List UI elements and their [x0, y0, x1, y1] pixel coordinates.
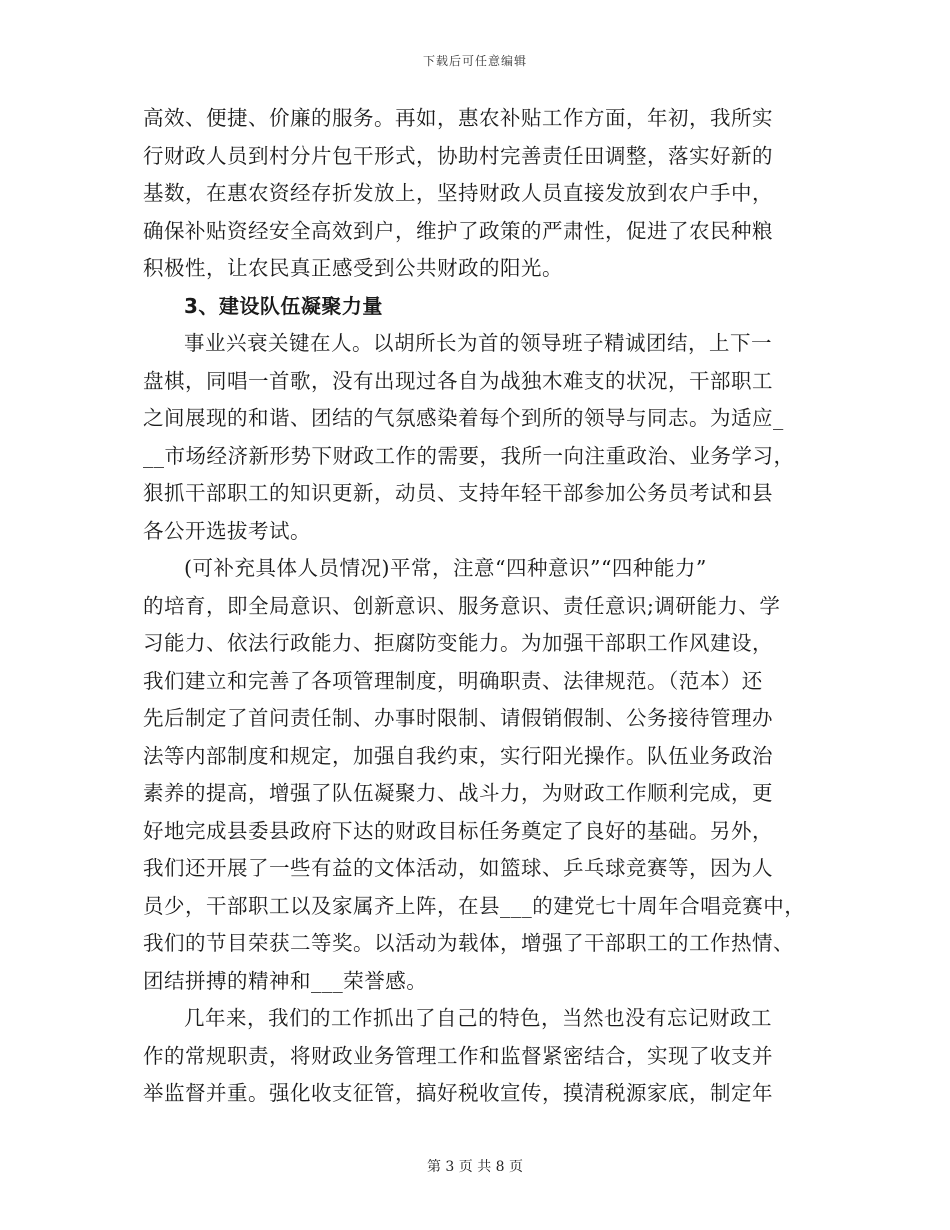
- text-line: 行财政人员到村分片包干形式，协助村完善责任田调整，落实好新的: [143, 143, 773, 168]
- paragraph-first-line: 事业兴衰关键在人。以胡所长为首的领导班子精诚团结，上下一: [184, 331, 772, 355]
- text-line: 我们还开展了一些有益的文体活动，如篮球、乒乓球竞赛等，因为人: [143, 856, 773, 880]
- text-line: 素养的提高，增强了队伍凝聚力、战斗力，为财政工作顺利完成，更: [143, 781, 773, 805]
- paragraph-first-line: 几年来，我们的工作抓出了自己的特色，当然也没有忘记财政工: [184, 1006, 772, 1030]
- text-line: 习能力、依法行政能力、拒腐防变能力。为加强干部职工作风建设，: [143, 631, 773, 655]
- text-line: 好地完成县委县政府下达的财政目标任务奠定了良好的基础。另外，: [143, 818, 773, 843]
- text-line: __市场经济新形势下财政工作的需要，我所一向注重政治、业务学习，: [143, 443, 795, 468]
- document-body: [143, 100, 823, 1113]
- text-line: 举监督并重。强化收支征管，搞好税收宣传，摸清税源家底，制定年: [143, 1081, 773, 1105]
- text-line: 之间展现的和谐、团结的气氛感染着每个到所的领导与同志。为适应_: [143, 406, 784, 430]
- text-line: 团结拼搏的精神和___荣誉感。: [143, 968, 428, 993]
- text-line: 法等内部制度和规定，加强自我约束，实行阳光操作。队伍业务政治: [143, 743, 773, 768]
- text-line: 高效、便捷、价廉的服务。再如，惠农补贴工作方面，年初，我所实: [143, 106, 773, 130]
- text-line: 作的常规职责，将财政业务管理工作和监督紧密结合，实现了收支并: [143, 1043, 773, 1068]
- section-heading: 3、建设队伍凝聚力量: [184, 293, 383, 318]
- text-line: 各公开选拔考试。: [143, 518, 311, 543]
- text-line: 狠抓干部职工的知识更新，动员、支持年轻干部参加公务员考试和县: [143, 481, 773, 505]
- text-line: 确保补贴资经安全高效到户，维护了政策的严肃性，促进了农民种粮: [143, 218, 773, 243]
- text-line: 我们的节目荣获二等奖。以活动为载体，增强了干部职工的工作热情、: [143, 931, 794, 955]
- page-footer: 第 3 页 共 8 页: [426, 1159, 524, 1175]
- paragraph-first-line: (可补充具体人员情况)平常，注意“四种意识”“四种能力”: [184, 556, 707, 580]
- text-line: 盘棋，同唱一首歌，没有出现过各自为战独木难支的状况，干部职工: [143, 368, 773, 393]
- text-line: 的培育，即全局意识、创新意识、服务意识、责任意识;调研能力、学: [143, 593, 781, 618]
- text-line: 员少，干部职工以及家属齐上阵，在县___的建党七十周年合唱竞赛中，: [143, 893, 806, 918]
- text-line: 积极性，让农民真正感受到公共财政的阳光。: [143, 256, 563, 280]
- text-line: 先后制定了首问责任制、办事时限制、请假销假制、公务接待管理办: [143, 706, 773, 730]
- text-line: 基数，在惠农资经存折发放上，坚持财政人员直接发放到农户手中，: [143, 181, 773, 205]
- text-line: 我们建立和完善了各项管理制度，明确职责、法律规范。（范本）还: [143, 668, 763, 693]
- page-header: 下载后可任意编辑: [422, 54, 527, 68]
